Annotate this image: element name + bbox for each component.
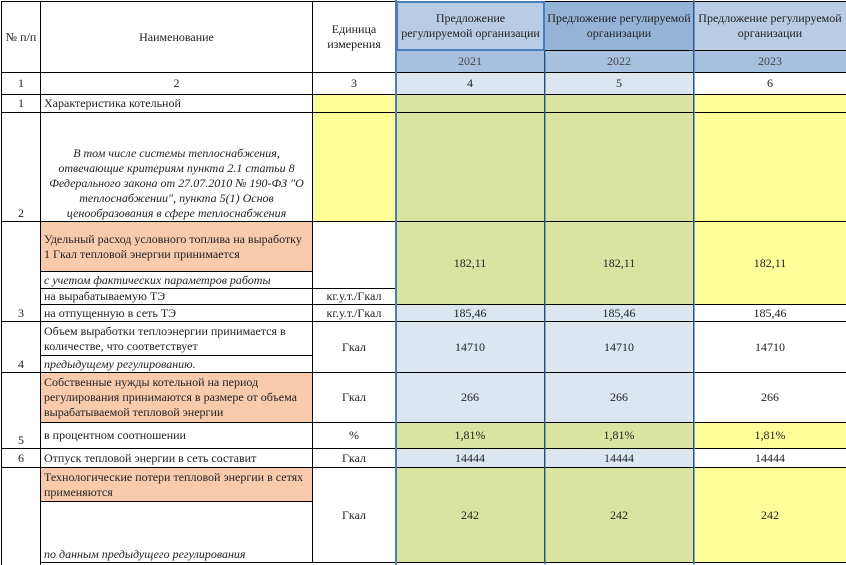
row3-unit-a[interactable] — [313, 222, 396, 289]
index-6: 6 — [694, 73, 846, 95]
header-proposal-1[interactable]: Предложение регулируемой организации — [396, 1, 545, 51]
row1-unit[interactable] — [313, 95, 396, 113]
row4-unit: Гкал — [313, 322, 396, 373]
index-3: 3 — [313, 73, 396, 95]
row3-val1-2021[interactable]: 182,11 — [396, 222, 545, 305]
row3-name-b: с учетом фактических параметров работы — [41, 272, 313, 289]
row5-unit-a: Гкал — [313, 373, 396, 423]
row1-name: Характеристика котельной — [41, 95, 313, 113]
row7-unit: Гкал — [313, 468, 396, 563]
header-year-2022: 2022 — [545, 51, 694, 73]
row7-num — [1, 468, 41, 565]
row3-name-c: на вырабатываемую ТЭ — [41, 289, 313, 305]
row5-name-b: в процентном соотношении — [41, 423, 313, 449]
row3-val2-2022[interactable]: 185,46 — [545, 305, 694, 322]
row3-val1-2023[interactable]: 182,11 — [694, 222, 846, 305]
row2-num: 2 — [1, 113, 41, 222]
row4-val-2021[interactable]: 14710 — [396, 322, 545, 373]
row3-unit-d: кг.у.т./Гкал — [313, 305, 396, 322]
row1-num: 1 — [1, 95, 41, 113]
row4-val-2023[interactable]: 14710 — [694, 322, 846, 373]
index-4: 4 — [396, 73, 545, 95]
row5-unit-b: % — [313, 423, 396, 449]
column-selection-right-2 — [693, 0, 695, 565]
row4-val-2022[interactable]: 14710 — [545, 322, 694, 373]
bottom-rule — [41, 562, 846, 563]
header-year-2021: 2021 — [396, 51, 545, 73]
row3-unit-c: кг.у.т./Гкал — [313, 289, 396, 305]
index-2: 2 — [41, 73, 313, 95]
row1-val-2023[interactable] — [694, 95, 846, 113]
row7-name-a: Технологические потери тепловой энергии в сетях применяются — [41, 468, 313, 502]
row7-val-2021[interactable]: 242 — [396, 468, 545, 563]
row1-val-2022[interactable] — [545, 95, 694, 113]
index-5: 5 — [545, 73, 694, 95]
row7-val-2022[interactable]: 242 — [545, 468, 694, 563]
header-num: № п/п — [1, 1, 41, 73]
row6-val-2023[interactable]: 14444 — [694, 449, 846, 468]
row6-val-2021[interactable]: 14444 — [396, 449, 545, 468]
row2-name: В том числе системы теплоснабжения, отвечающие критериям пункта 2.1 статьи 8 Федерального закона от 27.07.2010 № 190-ФЗ "О теплоснабжении", пункта 5(1) Основ ценообразования в сфере теплоснабжения — [41, 113, 313, 222]
row3-val2-2023[interactable]: 185,46 — [694, 305, 846, 322]
row6-name: Отпуск тепловой энергии в сеть составит — [41, 449, 313, 468]
row4-name-a: Объем выработки теплоэнергии принимается в количестве, что соответствует — [41, 322, 313, 356]
row5-val2-2021[interactable]: 1,81% — [396, 423, 545, 449]
row5-num: 5 — [1, 373, 41, 449]
index-1: 1 — [1, 73, 41, 95]
row5-val1-2022[interactable]: 266 — [545, 373, 694, 423]
row6-num: 6 — [1, 449, 41, 468]
row6-val-2022[interactable]: 14444 — [545, 449, 694, 468]
row3-name-d: на отпущенную в сеть ТЭ — [41, 305, 313, 322]
row1-val-2021[interactable] — [396, 95, 545, 113]
row5-val1-2023[interactable]: 266 — [694, 373, 846, 423]
header-name: Наименование — [41, 1, 313, 73]
header-unit: Единица измерения — [313, 1, 396, 73]
row2-val-2021[interactable] — [396, 113, 545, 222]
row2-unit[interactable] — [313, 113, 396, 222]
row3-num: 3 — [1, 222, 41, 322]
row3-name-a: Удельный расход условного топлива на выработку 1 Гкал тепловой энергии принимается — [41, 222, 313, 272]
row4-num: 4 — [1, 322, 41, 373]
row3-val1-2022[interactable]: 182,11 — [545, 222, 694, 305]
row4-name-b: предыдущему регулированию. — [41, 356, 313, 373]
row7-val-2023[interactable]: 242 — [694, 468, 846, 563]
row5-val2-2023[interactable]: 1,81% — [694, 423, 846, 449]
header-proposal-2: Предложение регулируемой организации — [545, 1, 694, 51]
row3-val2-2021[interactable]: 185,46 — [396, 305, 545, 322]
header-proposal-3: Предложение регулируемой организации — [694, 1, 846, 51]
row5-val1-2021[interactable]: 266 — [396, 373, 545, 423]
header-year-2023: 2023 — [694, 51, 846, 73]
row7-name-b: по данным предыдущего регулирования — [41, 502, 313, 562]
row2-val-2023[interactable] — [694, 113, 846, 222]
row5-val2-2022[interactable]: 1,81% — [545, 423, 694, 449]
column-selection-right — [544, 51, 546, 565]
row2-val-2022[interactable] — [545, 113, 694, 222]
row6-unit: Гкал — [313, 449, 396, 468]
row5-name-a: Собственные нужды котельной на период регулирования принимаются в размере от объема вырабатываемой тепловой энергии — [41, 373, 313, 423]
column-selection-left — [395, 0, 397, 565]
